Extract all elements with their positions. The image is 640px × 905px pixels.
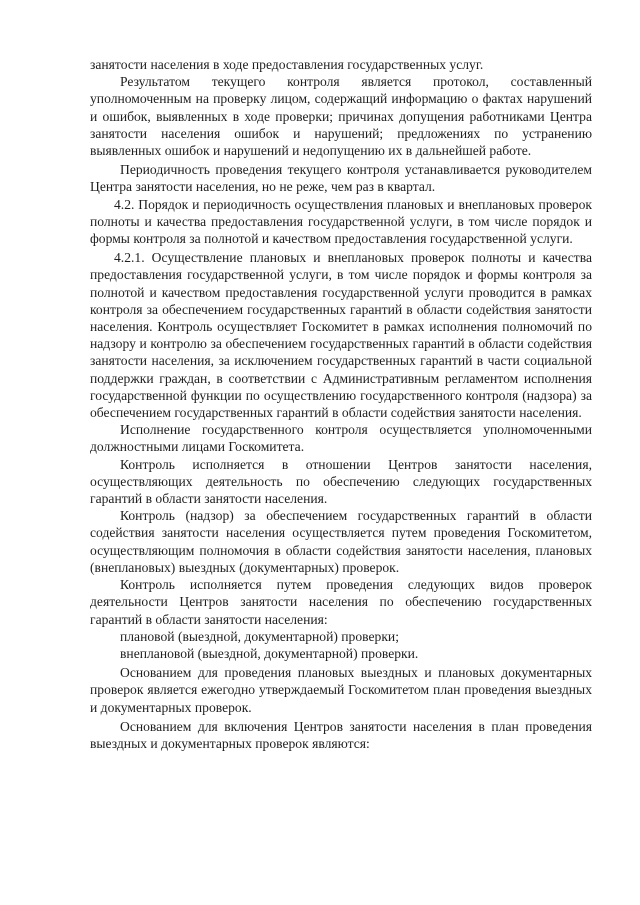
paragraph-continuation: занятости населения в ходе предоставления государственных услуг. [90, 57, 484, 72]
paragraph-execution: Исполнение государственного контроля осуществляется уполномоченными должностными лицами Госкомитета. [90, 422, 592, 455]
paragraph-control-centers: Контроль исполняется в отношении Центров занятости населения, осуществляющих деятельность по обеспечению следующих государственных гарантий в области занятости населения. [90, 456, 592, 507]
paragraph-section-4-2-1: 4.2.1. Осуществление плановых и внеплановых проверок полноты и качества предоставления государственной услуги, в том числе порядок и формы контроля за полнотой и качеством предоставления государственной услуги проводится в рамках контроля за обеспечением государственных гарантий в области содействия занятости населения. Контроль осуществляет Госкомитет в рамках исполнения полномочий по надзору и контролю за обеспечением государственных гарантий в области содействия занятости населения, за исключением государственных гарантий в части социальной поддержки граждан, в соответствии с Административным регламентом исполнения государственной функции по осуществлению государственного контроля (надзора) за обеспечением государственных гарантий в области содействия занятости населения. [90, 250, 592, 421]
list-item-unplanned: внеплановой (выездной, документарной) проверки. [120, 645, 419, 661]
paragraph-result: Результатом текущего контроля является протокол, составленный уполномоченным на проверку лицом, содержащий информацию о фактах нарушений и ошибок, выявленных в ходе проверки; причинах допущения работниками Центра занятости населения ошибок и нарушений; предложениях по устранению выявленных ошибок и нарушений и недопущению их в дальнейшей работе. [90, 74, 592, 159]
paragraph-section-4-2: 4.2. Порядок и периодичность осуществления плановых и внеплановых проверок полноты и качества предоставления государственной услуги, в том числе порядок и формы контроля за полнотой и качеством предоставления государственной услуги. [90, 196, 592, 247]
paragraph-supervision: Контроль (надзор) за обеспечением государственных гарантий в области содействия занятости населения осуществляется путем проведения Госкомитетом, осуществляющим полномочия в области содействия занятости населения, плановых (внеплановых) выездных (документарных) проверок. [90, 508, 592, 575]
paragraph-periodicity: Периодичность проведения текущего контроля устанавливается руководителем Центра занятости населения, но не реже, чем раз в квартал. [90, 162, 592, 195]
paragraph-basis-inclusion: Основанием для включения Центров занятости населения в план проведения выездных и документарных проверок являются: [90, 718, 592, 751]
list-item-planned: плановой (выездной, документарной) проверки; [120, 628, 399, 644]
paragraph-basis-plan: Основанием для проведения плановых выездных и плановых документарных проверок является ежегодно утверждаемый Госкомитетом план проведения выездных и документарных проверок. [90, 665, 592, 715]
paragraph-inspection-types: Контроль исполняется путем проведения следующих видов проверок деятельности Центров занятости населения по обеспечению государственных гарантий в области занятости населения: [90, 577, 592, 627]
